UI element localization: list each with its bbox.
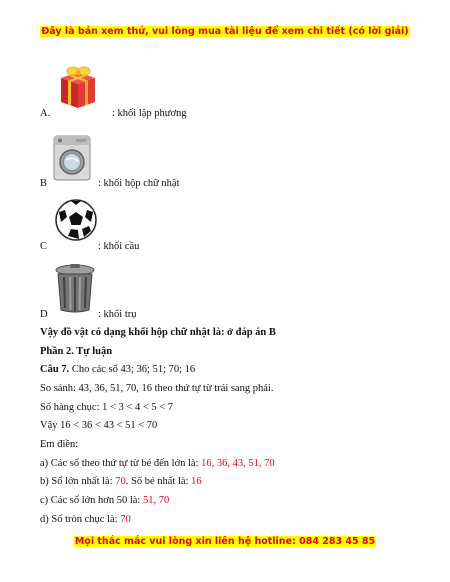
order-line: Vậy 16 < 36 < 43 < 51 < 70 (40, 420, 158, 431)
question-label: Câu 7. (40, 364, 70, 375)
washing-machine-icon (52, 134, 94, 182)
compare-line: So sánh: 43, 36, 51, 70, 16 theo thứ tự từ trái sang phải. (40, 383, 274, 394)
tens-line: Số hàng chục: 1 < 3 < 4 < 5 < 7 (40, 402, 174, 413)
option-d-letter: D (40, 309, 48, 320)
hotline-banner (0, 536, 450, 547)
answer-b-value1: 70 (115, 476, 126, 487)
option-a-letter: A. (40, 108, 51, 119)
answer-d-line (40, 514, 131, 525)
answer-b-value2: 16 (191, 476, 202, 487)
option-c (40, 241, 139, 252)
preview-notice-text: Đây là bản xem thử, vui lòng mua tài liệu để xem chi tiết (có lời giải) (41, 26, 409, 37)
answer-d-value: 70 (120, 514, 131, 525)
preview-notice-banner (0, 26, 450, 37)
option-b-letter: B (40, 178, 48, 189)
trash-can-icon (52, 262, 98, 314)
hotline-text: Mọi thắc mắc vui lòng xin liên hệ hotline: 084 283 45 85 (74, 536, 376, 547)
answer-c-line (40, 495, 169, 506)
option-c-letter: C (40, 241, 48, 252)
answer-d-text: d) Số tròn chục là: (40, 514, 121, 525)
option-d-text: : khối trụ (98, 309, 137, 320)
answer-b-line (40, 476, 202, 487)
option-c-text: : khối cầu (98, 241, 140, 252)
option-b-text: : khối hộp chữ nhật (98, 178, 180, 189)
answer-c-value: 51, 70 (142, 495, 170, 506)
gift-box-icon (55, 62, 101, 110)
answer-b-text2: . Số bé nhất là: (125, 476, 192, 487)
option-a (40, 108, 187, 119)
question-line (40, 364, 195, 375)
option-d (40, 309, 137, 320)
answer-a-value: 16, 36, 43, 51, 70 (201, 458, 275, 469)
option-b (40, 178, 180, 189)
fill-line: Em điền: (40, 439, 79, 450)
section-heading: Phần 2. Tự luận (40, 346, 113, 357)
answer-a-text: a) Các số theo thứ tự từ bé đến lớn là: (40, 458, 202, 469)
question-text: Cho các số 43; 36; 51; 70; 16 (69, 364, 196, 375)
soccer-ball-icon (54, 198, 98, 242)
option-a-text: : khối lập phương (112, 108, 187, 119)
answer-statement: Vậy đồ vật có dạng khối hộp chữ nhật là: ở đáp án B (40, 327, 276, 338)
answer-b-text1: b) Số lớn nhất là: (40, 476, 116, 487)
answer-c-text: c) Các số lớn hơn 50 là: (40, 495, 143, 506)
answer-a-line (40, 458, 275, 469)
